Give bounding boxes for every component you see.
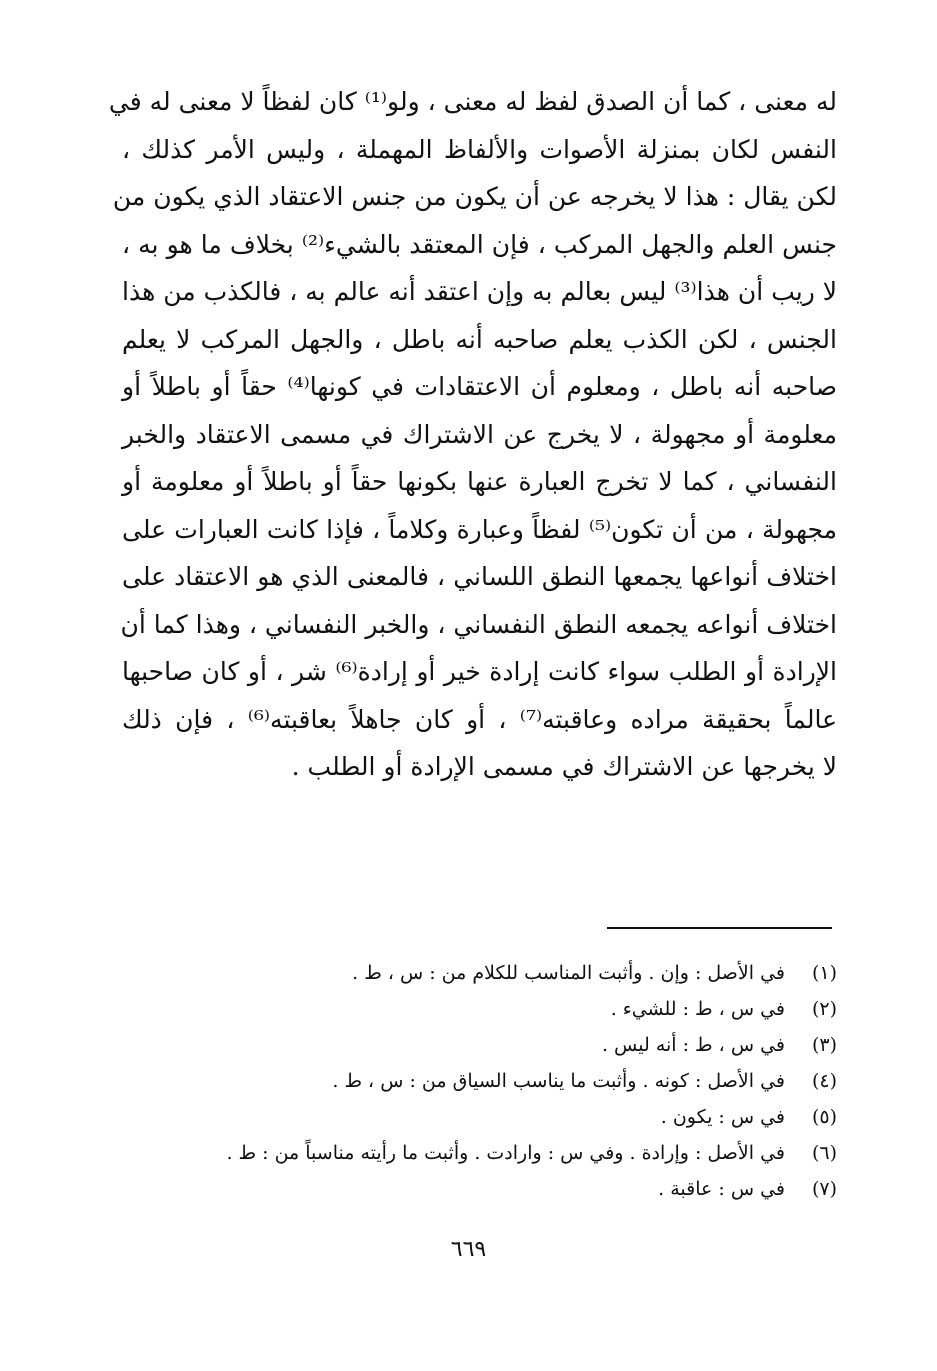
footnote (117, 1135, 837, 1171)
footnote (117, 1027, 837, 1063)
text-line: الجنس ، لكن الكذب يعلم صاحبه أنه باطل ، والجهل المركب لا يعلم (122, 324, 837, 354)
text-line: لكن يقال : هذا لا يخرجه عن أن يكون من جنس الاعتقاد الذي يكون من (112, 182, 837, 211)
footnote (117, 991, 837, 1027)
text-line: لا ريب أن هذا⁽³⁾ ليس بعالم به وإن اعتقد أنه عالم به ، فالكذب من هذا (122, 277, 837, 306)
text-line: النفس لكان بمنزلة الأصوات والألفاظ المهملة ، وليس الأمر كذلك ، (122, 134, 837, 164)
text-line: عالماً بحقيقة مراده وعاقبته⁽⁷⁾ ، أو كان جاهلاً بعاقبته⁽⁶⁾ ، فإن ذلك (122, 704, 837, 734)
footnote-separator (607, 927, 832, 929)
footnote-number: (١) (811, 962, 837, 984)
footnote-text: في س ، ط : أنه ليس . (601, 1034, 785, 1056)
footnote-text: في س : يكون . (660, 1106, 785, 1128)
footnote-number: (٦) (811, 1142, 837, 1164)
footnote (117, 955, 837, 991)
footnote-text: في س : عاقبة . (658, 1178, 785, 1200)
footnote-number: (٥) (811, 1106, 837, 1128)
text-line: جنس العلم والجهل المركب ، فإن المعتقد بالشيء⁽²⁾ بخلاف ما هو به ، (122, 229, 838, 259)
page-number: ٦٦٩ (450, 1237, 487, 1262)
text-line: معلومة أو مجهولة ، لا يخرج عن الاشتراك في مسمى الاعتقاد والخبر (122, 419, 837, 449)
footnote-text: في الأصل : كونه . وأثبت ما يناسب السياق من : س ، ط . (332, 1070, 785, 1092)
text-line: اختلاف أنواعها يجمعها النطق اللساني ، فالمعنى الذي هو الاعتقاد على (122, 562, 837, 591)
text-line: له معنى ، كما أن الصدق لفظ له معنى ، ولو⁽¹⁾ كان لفظاً لا معنى له في (108, 87, 837, 116)
footnote-number: (٣) (811, 1034, 837, 1056)
text-line: اختلاف أنواعه يجمعه النطق النفساني ، والخبر النفساني ، وهذا كما أن (120, 609, 837, 639)
text-line: النفساني ، كما لا تخرج العبارة عنها بكونها حقاً أو باطلاً أو معلومة أو (122, 467, 837, 496)
footnote-text: في الأصل : وإن . وأثبت المناسب للكلام من : س ، ط . (352, 962, 785, 984)
footnote-number: (٤) (811, 1070, 837, 1092)
text-line: مجهولة ، من أن تكون⁽⁵⁾ لفظاً وعبارة وكلاماً ، فإذا كانت العبارات على (122, 514, 838, 544)
footnote (117, 1171, 837, 1207)
text-line: الإرادة أو الطلب سواء كانت إرادة خير أو إرادة⁽⁶⁾ شر ، أو كان صاحبها (122, 657, 837, 686)
footnote-text: في الأصل : وإرادة . وفي س : وارادت . وأثبت ما رأيته مناسباً من : ط . (226, 1142, 785, 1164)
text-line: صاحبه أنه باطل ، ومعلوم أن الاعتقادات في كونها⁽⁴⁾ حقاً أو باطلاً أو (122, 372, 837, 401)
footnote-number: (٢) (811, 998, 837, 1020)
footnote-text: في س ، ط : للشيء . (610, 998, 785, 1020)
footnote (117, 1099, 837, 1135)
footnote (117, 1063, 837, 1099)
footnote-number: (٧) (811, 1178, 837, 1200)
footnotes (117, 955, 837, 1207)
text-line: لا يخرجها عن الاشتراك في مسمى الإرادة أو الطلب . (291, 752, 837, 781)
main-text (108, 78, 838, 791)
